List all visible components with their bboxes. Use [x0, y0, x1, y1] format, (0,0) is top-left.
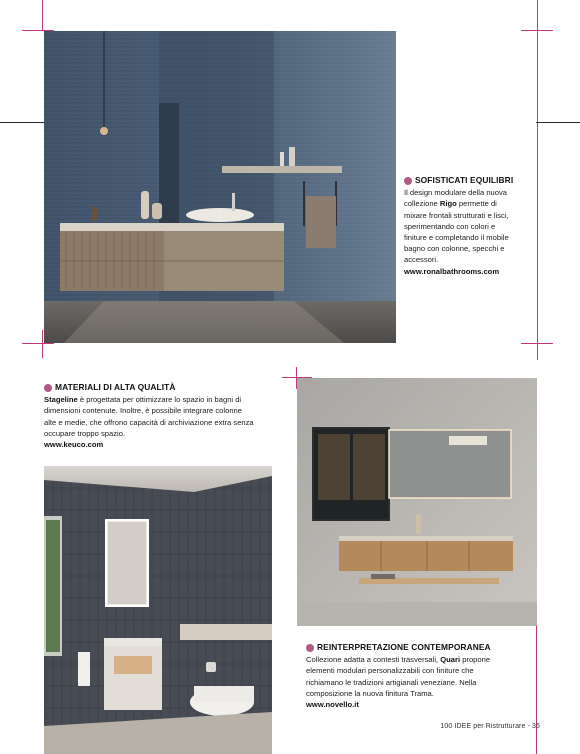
article-heading: [404, 175, 544, 186]
article-line: occupare troppo spazio.: [44, 428, 126, 438]
crop-mark: [22, 343, 54, 344]
article-materiali-alta-qualita: [44, 382, 279, 450]
bullet-dot-icon: [404, 177, 412, 185]
article-heading: [44, 382, 279, 393]
rule-line: [0, 122, 44, 123]
bullet-dot-icon: [306, 644, 314, 652]
article-line: Collezione adatta a contesti trasversali, Quari propone: [306, 655, 491, 665]
heading-text: SOFISTICATI EQUILIBRI: [415, 175, 514, 185]
article-line: mixare frontali strutturati e lisci,: [404, 210, 509, 220]
article-line: Il design modulare della nuova: [404, 188, 508, 198]
article-line: composizione la nuova finitura Trama.: [306, 688, 434, 698]
article-line: richiamano le tradizioni artigianali veneziane. Nella: [306, 677, 477, 687]
photo-keuco-bathroom: [44, 466, 272, 754]
article-reinterpretazione-contemporanea: [306, 642, 531, 710]
website-link[interactable]: www.ronalbathrooms.com: [404, 266, 500, 276]
article-line: elementi modulari personalizzabili con finiture che: [306, 666, 474, 676]
article-line: bagno con colonne, specchi e: [404, 244, 505, 254]
bullet-dot-icon: [44, 384, 52, 392]
article-heading: [306, 642, 531, 653]
article-line: collezione Rigo permette di: [404, 199, 497, 209]
article-line: Stageline è progettata per ottimizzare lo spazio in bagni di: [44, 395, 242, 405]
website-link[interactable]: www.novello.it: [306, 700, 359, 710]
photo-novello-bathroom: [297, 378, 537, 626]
heading-text: REINTERPRETAZIONE CONTEMPORANEA: [317, 642, 491, 652]
crop-mark: [42, 330, 43, 358]
article-line: finiture e completando il mobile: [404, 233, 509, 243]
article-sofisticati-equilibri: [404, 175, 544, 277]
website-link[interactable]: www.keuco.com: [44, 440, 104, 450]
article-line: sperimentando con colori e: [404, 221, 496, 231]
page-footer: 100 IDEE per Ristrutturare - 35: [440, 723, 540, 730]
crop-mark: [521, 30, 553, 31]
product-name: Rigo: [439, 199, 457, 209]
rule-line: [536, 122, 580, 123]
photo-ronal-bathroom: [44, 31, 396, 343]
article-line: accessori.: [404, 255, 439, 265]
crop-mark: [521, 343, 553, 344]
article-line: dimensioni contenute. Inoltre, è possibile integrare colonne: [44, 406, 242, 416]
product-name: Stageline: [44, 395, 78, 405]
crop-mark: [42, 0, 43, 30]
heading-text: MATERIALI DI ALTA QUALITÀ: [55, 382, 176, 392]
product-name: Quari: [440, 655, 461, 665]
article-line: alte e medie, che offrono capacità di archiviazione extra senza: [44, 417, 254, 427]
